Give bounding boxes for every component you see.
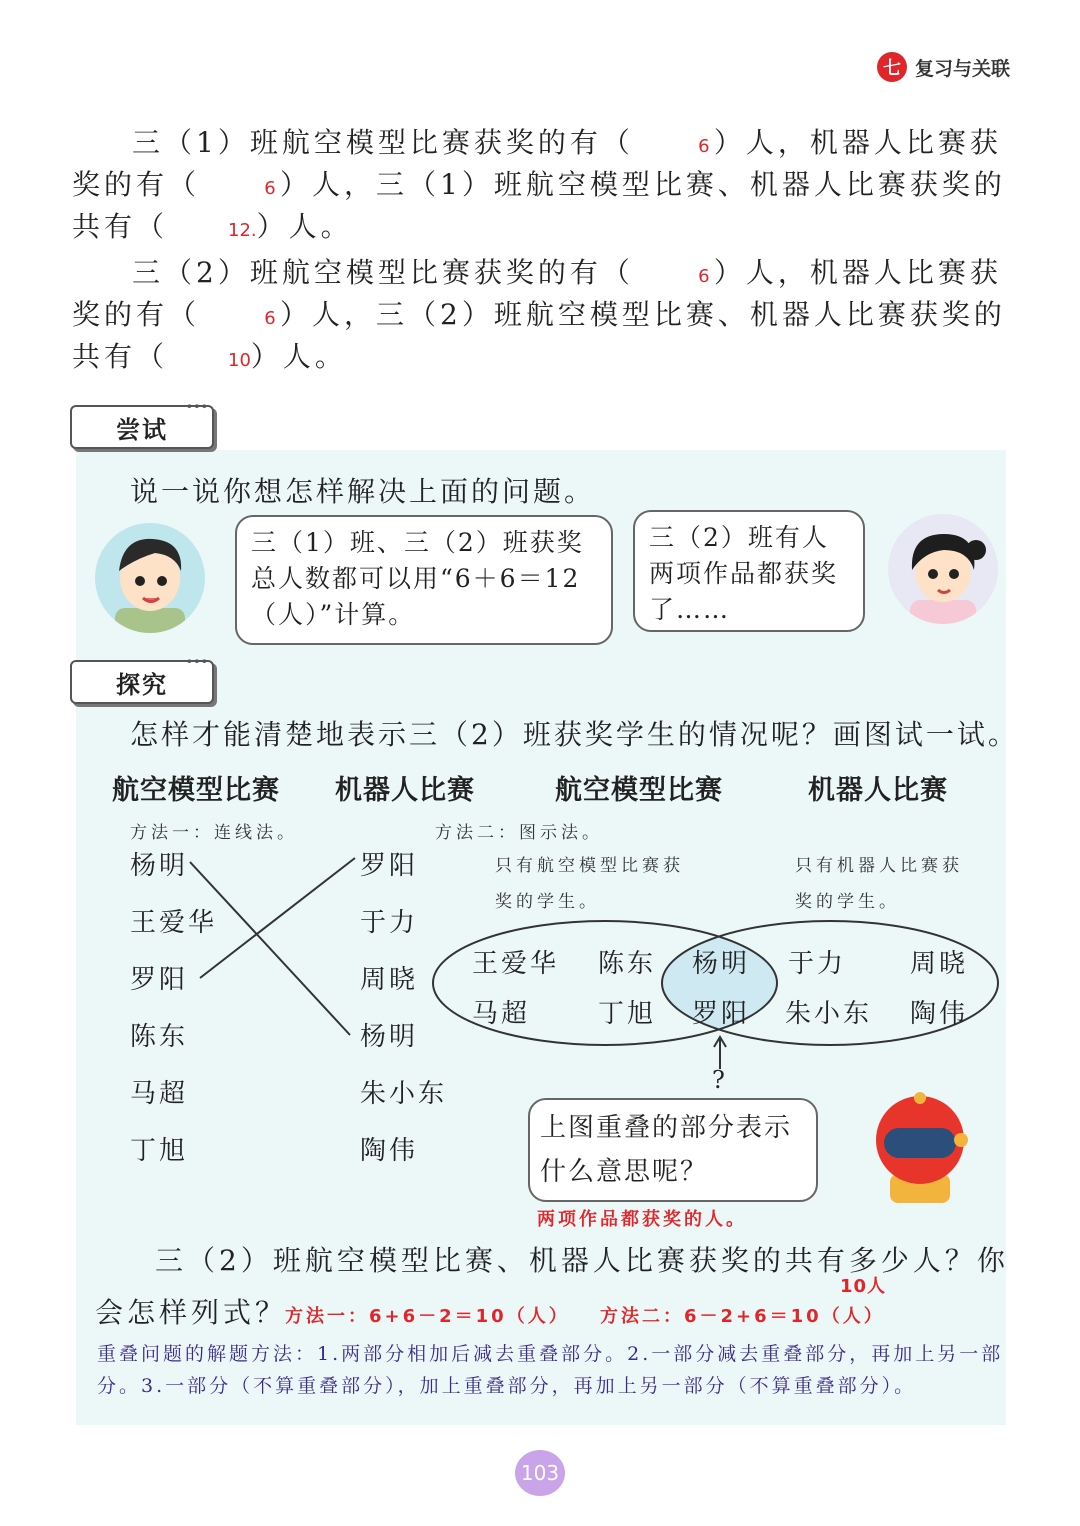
right-name: 陶伟 [360,1136,419,1166]
tag-dots-icon: ∘∘∘ [185,399,208,413]
try-tag-label: 尝试 [116,415,168,444]
note-only-aero: 只有航空模型比赛获奖的学生。 [495,856,684,912]
intro-text: 三（2）班航空模型比赛获奖的有（ [132,256,634,289]
header-robot-1: 机器人比赛 [335,775,475,806]
venn-left-name: 丁旭 [598,999,657,1029]
final-answer-count: 10人 [840,1276,887,1297]
handwritten-answer: 6 [264,308,276,329]
handwritten-answer: 6 [264,178,276,199]
handwritten-answer: 6 [698,266,710,287]
handwritten-answer: 12. [228,220,257,241]
venn-overlap-name: 杨明 [692,949,751,979]
line-yangming [190,862,350,1035]
right-name: 周晓 [360,965,419,995]
final-method-two: 方法二：6－2+6＝10（人） [600,1306,885,1327]
note-only-robot: 只有机器人比赛获奖的学生。 [795,856,963,912]
right-name: 罗阳 [360,851,419,881]
robot-answer-handwritten: 两项作品都获奖的人。 [537,1209,747,1230]
solution-summary: 重叠问题的解题方法：1.两部分相加后减去重叠部分。2.一部分减去重叠部分，再加上另一部分。3.一部分（不算重叠部分），加上重叠部分，再加上另一部分（不算重叠部分）。 [97,1343,1004,1397]
intro-text: ）人。 [250,340,347,373]
try-prompt: 说一说你想怎样解决上面的问题。 [130,475,596,508]
intro-text: ）人，机器人比赛获奖的有（ [72,256,1002,331]
left-name: 马超 [130,1079,189,1109]
venn-right-name: 于力 [788,949,847,979]
chapter-number-badge: 七 [877,52,907,82]
final-question: 三（2）班航空模型比赛、机器人比赛获奖的共有多少人？你会怎样列式？ [95,1244,1009,1329]
venn-right-name: 朱小东 [785,999,873,1029]
venn-right-name: 周晓 [910,949,969,979]
explore-tag-label: 探究 [116,670,168,699]
header-robot-2: 机器人比赛 [808,775,948,806]
header-aero-model-1: 航空模型比赛 [112,775,280,806]
tag-dots-icon: ∘∘∘ [185,654,208,668]
boy-speech-bubble: 三（1）班、三（2）班获奖总人数都可以用“6＋6＝12（人）”计算。 [235,515,613,645]
intro-text: ）人，三（1）班航空模型比赛、机器人比赛获奖的共有（ [72,168,1006,243]
handwritten-answer: 6 [698,136,710,157]
intro-text: 三（1）班航空模型比赛获奖的有（ [132,126,634,159]
final-method-one: 方法一：6+6－2＝10（人） [285,1306,570,1327]
left-name: 罗阳 [130,965,189,995]
intro-text: ）人，机器人比赛获奖的有（ [72,126,1002,201]
left-name: 王爱华 [130,908,218,938]
handwritten-answer: 10 [228,350,251,371]
line-luoyang [200,858,355,978]
method-two-label: 方法二：图示法。 [435,823,603,843]
venn-left-name: 陈东 [598,949,657,979]
venn-overlap-name: 罗阳 [692,999,751,1029]
venn-left-name: 王爱华 [472,949,560,979]
robot-speech-bubble: 上图重叠的部分表示什么意思呢？ [528,1098,818,1202]
right-name: 于力 [360,908,419,938]
intro-text: ）人。 [256,210,353,243]
venn-left-name: 马超 [472,999,531,1029]
left-name: 陈东 [130,1022,189,1052]
question-mark: ? [712,1066,725,1094]
method-one-label: 方法一：连线法。 [130,823,298,843]
left-name: 杨明 [130,851,189,881]
robot-avatar [860,1088,980,1203]
intro-text: ）人，三（2）班航空模型比赛、机器人比赛获奖的共有（ [72,298,1006,373]
chapter-title: 复习与关联 [914,57,1010,80]
left-name: 丁旭 [130,1136,189,1166]
explore-prompt: 怎样才能清楚地表示三（2）班获奖学生的情况呢？画图试一试。 [130,718,1019,751]
right-name: 杨明 [360,1022,419,1052]
right-name: 朱小东 [360,1079,448,1109]
girl-speech-bubble: 三（2）班有人两项作品都获奖了…… [633,510,865,632]
header-aero-model-2: 航空模型比赛 [555,775,723,806]
venn-right-name: 陶伟 [910,999,969,1029]
page-number: 103 [515,1450,565,1496]
